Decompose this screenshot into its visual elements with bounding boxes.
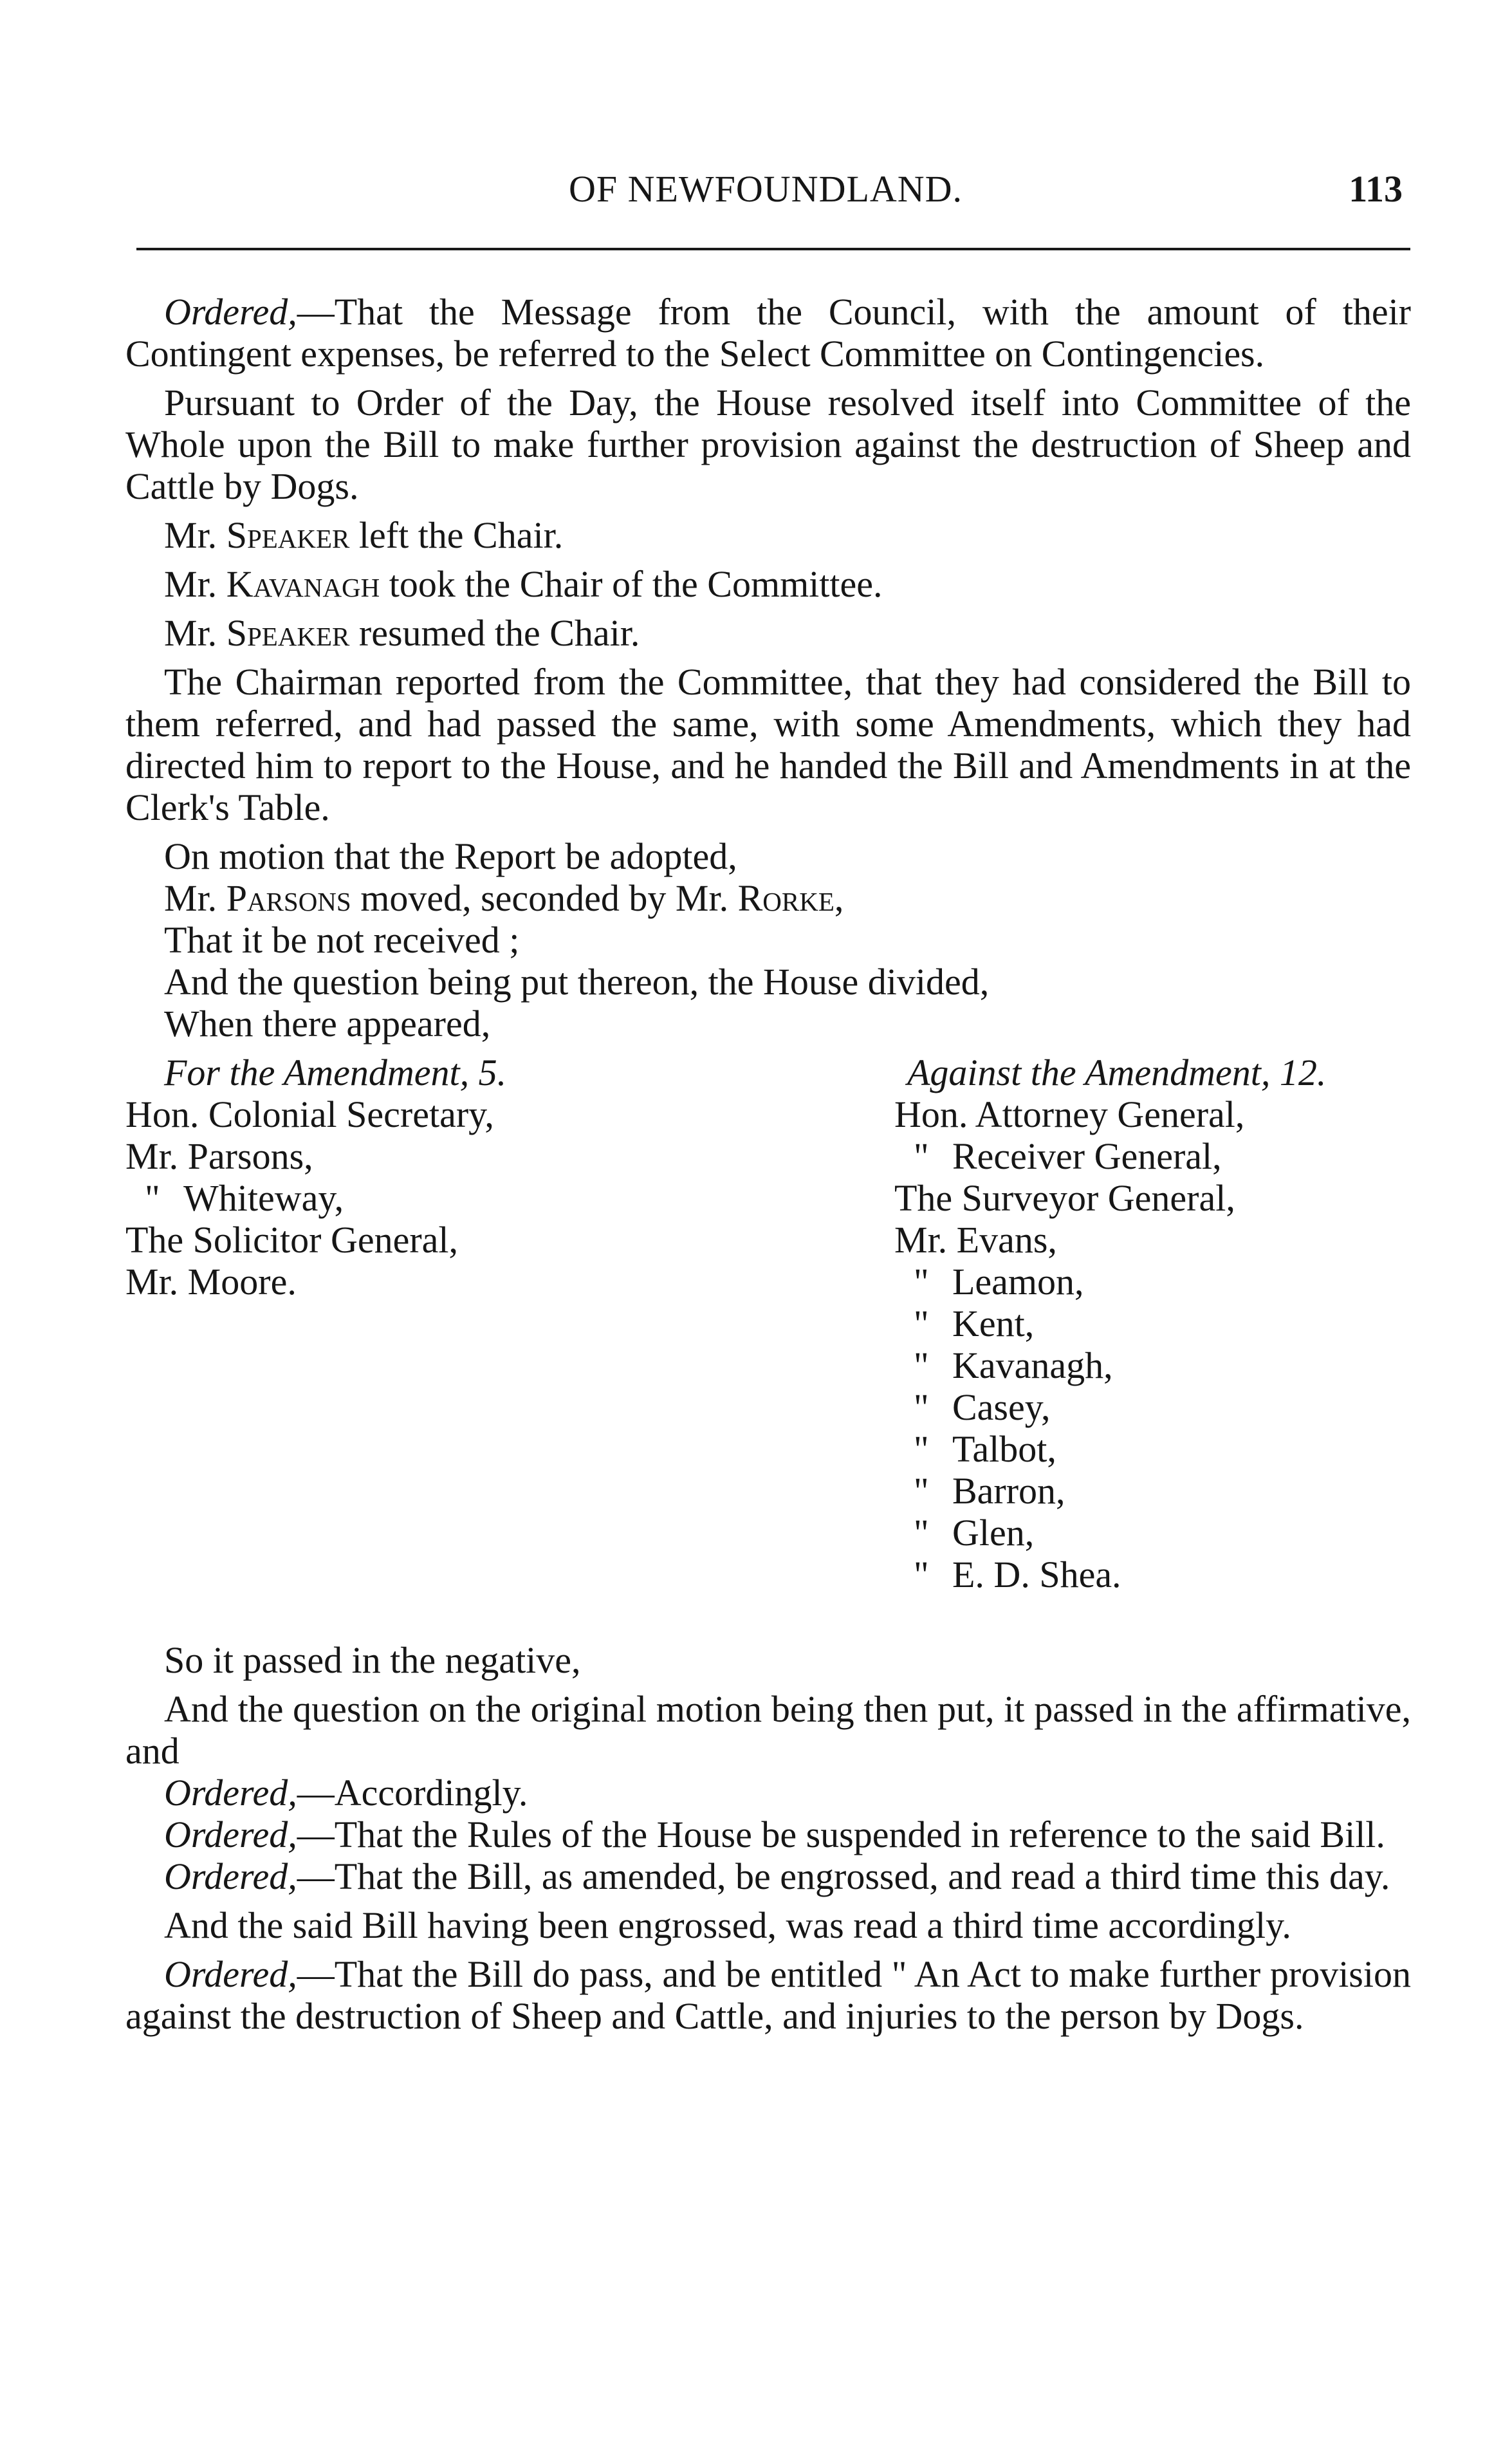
paragraph-ordered-pass: [125, 1953, 1411, 2037]
paragraph-text: And the question being put thereon, the House divided,: [164, 961, 990, 1003]
paragraph-text: —That the Bill, as amended, be engrossed, and read a third time this day.: [297, 1855, 1390, 1897]
member-name: Barron,: [952, 1470, 1065, 1512]
against-members: [894, 1093, 1409, 1595]
member-name: Parsons: [226, 877, 351, 919]
honorific: Mr.: [164, 563, 226, 605]
paragraph-speaker-resumed: [125, 612, 1411, 654]
member-entry: [894, 1261, 1409, 1303]
member-entry: [894, 1344, 1409, 1386]
ditto-mark: ": [914, 1554, 929, 1595]
ordered-label: Ordered,: [164, 1814, 297, 1855]
paragraph-text: The Chairman reported from the Committee, that they had considered the Bill to them referred, and had passed the same, with some Amendments, which they had directed him to report to the House, and he handed the Bill and Amendments in at the Clerk's Table.: [125, 661, 1411, 828]
paragraph-text: moved, seconded by Mr.: [351, 877, 738, 919]
ordered-label: Ordered,: [164, 1855, 297, 1897]
member-entry: [125, 1093, 705, 1135]
paragraph-ordered-engrossed: [125, 1855, 1411, 1897]
honorific: Mr.: [164, 877, 226, 919]
ditto-mark: ": [914, 1261, 929, 1303]
member-entry: [125, 1135, 705, 1177]
paragraph-kavanagh-chair: [125, 563, 1411, 605]
paragraph-there-appeared: [125, 1003, 1411, 1045]
member-entry: [894, 1386, 1409, 1428]
paragraph-parsons-moved: [125, 877, 1411, 919]
paragraph-text: And the said Bill having been engrossed, was read a third time accordingly.: [164, 1904, 1291, 1946]
member-name: Speaker: [226, 514, 350, 556]
ordered-label: Ordered,: [164, 291, 297, 333]
paragraph-not-received: [125, 919, 1411, 961]
paragraph-committee-of-whole: [125, 382, 1411, 507]
member-name: E. D. Shea.: [952, 1554, 1121, 1595]
paragraph-text: So it passed in the negative,: [164, 1639, 581, 1681]
ordered-label: Ordered,: [164, 1772, 297, 1814]
member-name: Glen,: [952, 1512, 1035, 1554]
paragraph-text: resumed the Chair.: [349, 612, 640, 654]
punctuation: ,: [834, 877, 844, 919]
ditto-mark: ": [914, 1428, 929, 1470]
member-entry: [894, 1093, 1409, 1135]
member-name: Talbot,: [952, 1428, 1056, 1470]
paragraph-text: —Accordingly.: [297, 1772, 528, 1814]
for-heading: For the Amendment, 5.: [164, 1052, 507, 1093]
member-name: Mr. Evans,: [894, 1219, 1057, 1261]
paragraph-ordered-rules-suspended: [125, 1814, 1411, 1855]
against-column: [894, 1052, 1409, 1595]
paragraph-third-reading: [125, 1904, 1411, 1946]
member-entry: [894, 1470, 1409, 1512]
ordered-label: Ordered,: [164, 1953, 297, 1995]
member-name: Whiteway,: [183, 1177, 344, 1219]
member-name: Hon. Attorney General,: [894, 1093, 1245, 1135]
member-name: Speaker: [226, 612, 350, 654]
member-entry: [894, 1512, 1409, 1554]
member-entry: [125, 1261, 705, 1303]
for-column: [125, 1052, 705, 1303]
paragraph-text: And the question on the original motion being then put, it passed in the affirmative, and: [125, 1688, 1411, 1772]
paragraph-text: On motion that the Report be adopted,: [164, 835, 737, 877]
member-name: Mr. Moore.: [125, 1261, 297, 1303]
member-entry: [125, 1219, 705, 1261]
paragraph-chairman-report: [125, 661, 1411, 828]
paragraph-affirmative: [125, 1688, 1411, 1772]
member-entry: [894, 1177, 1409, 1219]
member-entry: [894, 1554, 1409, 1595]
member-name: Kavanagh: [226, 563, 380, 605]
paragraph-text: —That the Bill do pass, and be entitled " An Act to make further provision against the destruction of Sheep and Cattle, and injuries to the person by Dogs.: [125, 1953, 1411, 2037]
header-rule: [136, 248, 1410, 250]
ditto-mark: ": [914, 1470, 929, 1512]
ditto-mark: ": [914, 1135, 929, 1177]
member-name: The Surveyor General,: [894, 1177, 1235, 1219]
ditto-mark: ": [914, 1303, 929, 1344]
page-body: [125, 291, 1411, 2044]
member-entry: [894, 1219, 1409, 1261]
member-name: Hon. Colonial Secretary,: [125, 1093, 494, 1135]
paragraph-text: Pursuant to Order of the Day, the House resolved itself into Committee of the Whole upon the Bill to make further provision against the destruction of Sheep and Cattle by Dogs.: [125, 382, 1411, 507]
for-members: [125, 1093, 705, 1303]
member-entry: [125, 1177, 705, 1219]
member-name: Kent,: [952, 1303, 1035, 1344]
paragraph-negative: [125, 1639, 1411, 1681]
member-name: Receiver General,: [952, 1135, 1222, 1177]
page-number: 113: [1349, 168, 1403, 210]
paragraph-text: That it be not received ;: [164, 919, 520, 961]
ditto-mark: ": [914, 1512, 929, 1554]
member-name: The Solicitor General,: [125, 1219, 458, 1261]
paragraph-ordered-accordingly: [125, 1772, 1411, 1814]
member-entry: [894, 1428, 1409, 1470]
member-name: Rorke: [737, 877, 834, 919]
paragraph-ordered-contingencies: [125, 291, 1411, 375]
ditto-mark: ": [914, 1344, 929, 1386]
honorific: Mr.: [164, 514, 226, 556]
member-name: Kavanagh,: [952, 1344, 1113, 1386]
ditto-mark: ": [145, 1177, 160, 1219]
paragraph-motion-adopt: [125, 835, 1411, 877]
ditto-mark: ": [914, 1386, 929, 1428]
division-list: [125, 1052, 1411, 1634]
page-header: [129, 167, 1403, 219]
paragraph-speaker-left: [125, 514, 1411, 556]
paragraph-house-divided: [125, 961, 1411, 1003]
paragraph-text: took the Chair of the Committee.: [380, 563, 883, 605]
member-name: Mr. Parsons,: [125, 1135, 313, 1177]
paragraph-text: left the Chair.: [349, 514, 564, 556]
running-title: OF NEWFOUNDLAND.: [568, 168, 963, 210]
paragraph-text: —That the Rules of the House be suspended in reference to the said Bill.: [297, 1814, 1385, 1855]
paragraph-text: When there appeared,: [164, 1003, 491, 1045]
paragraph-text: —That the Message from the Council, with the amount of their Contingent expenses, be referred to the Select Committee on Contingencies.: [125, 291, 1411, 375]
member-name: Leamon,: [952, 1261, 1084, 1303]
member-entry: [894, 1303, 1409, 1344]
member-entry: [894, 1135, 1409, 1177]
against-heading: Against the Amendment, 12.: [907, 1052, 1327, 1093]
honorific: Mr.: [164, 612, 226, 654]
member-name: Casey,: [952, 1386, 1051, 1428]
